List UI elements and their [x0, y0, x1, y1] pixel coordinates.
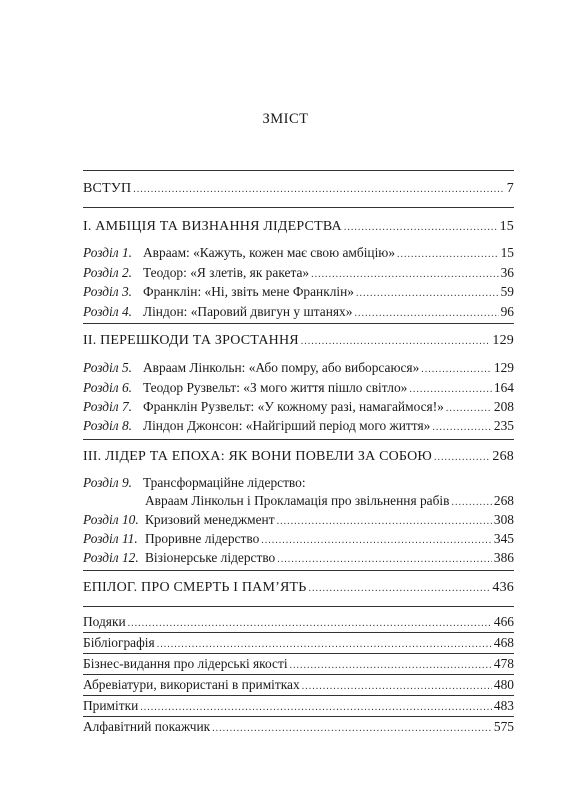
chapter-title: Проривне лідерство — [145, 531, 260, 546]
toc-entry[interactable] — [83, 719, 514, 737]
entry-title: ВСТУП — [83, 181, 132, 196]
entry-page: 478 — [493, 656, 514, 671]
entry-page: 436 — [492, 580, 514, 595]
chapter-title: Франклін: «Ні, звіть мене Франклін» — [143, 284, 354, 299]
toc-entry[interactable] — [83, 698, 514, 716]
leader-dots — [344, 219, 498, 236]
toc-chapter[interactable] — [83, 380, 514, 398]
leader-dots — [212, 719, 492, 737]
divider — [83, 207, 514, 208]
chapter-title: Франклін Рузвельт: «У кожному разі, намагаймося!» — [143, 399, 444, 414]
divider — [83, 716, 514, 717]
entry-page: 483 — [493, 698, 514, 713]
toc-chapter[interactable] — [83, 245, 514, 263]
leader-dots — [261, 531, 492, 549]
toc-chapter[interactable] — [83, 304, 514, 322]
divider — [83, 323, 514, 324]
leader-dots — [451, 493, 491, 511]
toc-chapter-continuation[interactable] — [145, 493, 514, 511]
chapter-page: 36 — [500, 265, 514, 280]
part-title: III. ЛІДЕР ТА ЕПОХА: ЯК ВОНИ ПОВЕЛИ ЗА СОБОЮ — [83, 449, 432, 464]
toc-chapter[interactable] — [83, 360, 514, 378]
chapter-label: Розділ 12. — [83, 550, 139, 565]
toc-entry-intro[interactable] — [83, 181, 514, 198]
divider — [83, 170, 514, 171]
chapter-page: 345 — [493, 531, 514, 546]
leader-dots — [397, 245, 499, 263]
chapter-label: Розділ 8. — [83, 418, 132, 433]
toc-chapter[interactable] — [83, 284, 514, 302]
leader-dots — [277, 550, 492, 568]
chapter-label: Розділ 1. — [83, 245, 132, 260]
chapter-label: Розділ 4. — [83, 304, 132, 319]
toc-chapter[interactable] — [83, 418, 514, 436]
chapter-page: 208 — [493, 399, 514, 414]
leader-dots — [133, 181, 505, 198]
part-title: I. АМБІЦІЯ ТА ВИЗНАННЯ ЛІДЕРСТВА — [83, 219, 342, 234]
part-page: 268 — [492, 449, 514, 464]
divider — [83, 674, 514, 675]
divider — [83, 632, 514, 633]
leader-dots — [446, 399, 492, 417]
chapter-page: 268 — [493, 493, 514, 508]
toc-entry[interactable] — [83, 677, 514, 695]
entry-page: 466 — [493, 614, 514, 629]
toc-entry-epilogue[interactable] — [83, 580, 514, 597]
leader-dots — [128, 614, 492, 632]
entry-title: Бібліографія — [83, 635, 155, 650]
toc-part-3[interactable] — [83, 449, 514, 466]
toc-part-1[interactable] — [83, 219, 514, 236]
chapter-title: Ліндон: «Паровий двигун у штанях» — [143, 304, 353, 319]
divider — [83, 570, 514, 571]
chapter-label: Розділ 9. — [83, 475, 132, 490]
chapter-title: Авраам: «Кажуть, кожен має свою амбіцію» — [143, 245, 396, 260]
leader-dots — [301, 333, 491, 350]
entry-title: Примітки — [83, 698, 139, 713]
leader-dots — [409, 380, 492, 398]
chapter-label: Розділ 6. — [83, 380, 132, 395]
leader-dots — [290, 656, 492, 674]
leader-dots — [432, 418, 492, 436]
toc-entry[interactable] — [83, 635, 514, 653]
chapter-title: Візіонерське лідерство — [145, 550, 276, 565]
page-title: ЗМІСТ — [262, 111, 309, 127]
leader-dots — [356, 284, 499, 302]
chapter-page: 308 — [493, 512, 514, 527]
part-title: II. ПЕРЕШКОДИ ТА ЗРОСТАННЯ — [83, 333, 299, 348]
chapter-page: 164 — [493, 380, 514, 395]
chapter-page: 235 — [493, 418, 514, 433]
chapter-title: Ліндон Джонсон: «Найгірший період мого життя» — [143, 418, 431, 433]
toc-chapter[interactable] — [83, 512, 514, 530]
chapter-label: Розділ 10. — [83, 512, 139, 527]
chapter-title: Кризовий менеджмент — [145, 512, 275, 527]
entry-title: Бізнес-видання про лідерські якості — [83, 656, 288, 671]
toc-chapter[interactable] — [83, 550, 514, 568]
entry-page: 480 — [493, 677, 514, 692]
toc-entry[interactable] — [83, 656, 514, 674]
leader-dots — [421, 360, 492, 378]
entry-title: Абревіатури, використані в примітках — [83, 677, 300, 692]
chapter-title: Теодор Рузвельт: «З мого життя пішло світло» — [143, 380, 408, 395]
entry-title: Алфавітний покажчик — [83, 719, 211, 734]
leader-dots — [311, 265, 499, 283]
divider — [83, 653, 514, 654]
chapter-page: 96 — [500, 304, 514, 319]
chapter-page: 15 — [500, 245, 514, 260]
chapter-page: 59 — [500, 284, 514, 299]
chapter-title: Теодор: «Я злетів, як ракета» — [143, 265, 310, 280]
part-page: 15 — [499, 219, 514, 234]
toc-part-2[interactable] — [83, 333, 514, 350]
chapter-page: 129 — [493, 360, 514, 375]
toc-chapter[interactable] — [83, 265, 514, 283]
leader-dots — [434, 449, 490, 466]
toc-entry[interactable] — [83, 614, 514, 632]
part-page: 129 — [492, 333, 514, 348]
chapter-page: 386 — [493, 550, 514, 565]
leader-dots — [277, 512, 492, 530]
leader-dots — [157, 635, 492, 653]
chapter-label: Розділ 5. — [83, 360, 132, 375]
divider — [83, 695, 514, 696]
toc-chapter[interactable] — [83, 399, 514, 417]
divider — [83, 439, 514, 440]
toc-chapter[interactable] — [83, 475, 514, 491]
entry-page: 575 — [493, 719, 514, 734]
leader-dots — [140, 698, 492, 716]
entry-title: Подяки — [83, 614, 126, 629]
toc-chapter[interactable] — [83, 531, 514, 549]
leader-dots — [302, 677, 492, 695]
chapter-label: Розділ 7. — [83, 399, 132, 414]
chapter-title: Авраам Лінкольн: «Або помру, або виборсаюся» — [143, 360, 420, 375]
chapter-title-cont: Авраам Лінкольн і Прокламація про звільнення рабів — [145, 493, 450, 508]
entry-title: ЕПІЛОГ. ПРО СМЕРТЬ І ПАМ’ЯТЬ — [83, 580, 307, 595]
chapter-title: Трансформаційне лідерство: — [143, 475, 306, 490]
chapter-label: Розділ 3. — [83, 284, 132, 299]
entry-page: 468 — [493, 635, 514, 650]
entry-page: 7 — [506, 181, 514, 196]
leader-dots — [309, 580, 491, 597]
divider — [83, 606, 514, 607]
leader-dots — [354, 304, 498, 322]
chapter-label: Розділ 2. — [83, 265, 132, 280]
chapter-label: Розділ 11. — [83, 531, 138, 546]
